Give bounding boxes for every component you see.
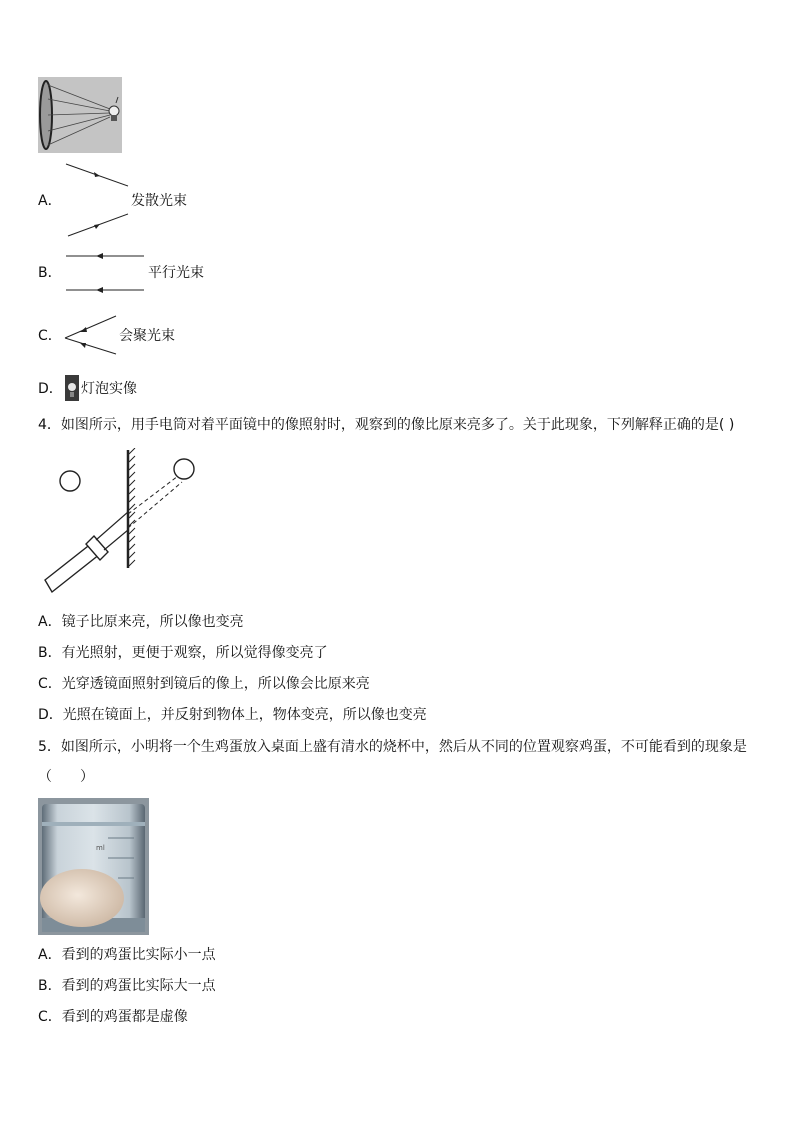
q5-stem-line2: （ ） [38,769,94,785]
lens-bulb-photo [38,77,122,153]
svg-text:ml: ml [96,844,105,852]
option-b-letter: B． [38,265,62,281]
flashlight-mirror-diagram [40,448,202,598]
q5-option-c: C．看到的鸡蛋都是虚像 [38,1009,188,1025]
option-c-label: 会聚光束 [119,328,175,344]
bulb-image-photo [65,375,79,401]
q5-option-b: B．看到的鸡蛋比实际大一点 [38,978,216,994]
q4-option-d: D．光照在镜面上，并反射到物体上，物体变亮，所以像也变亮 [38,707,427,723]
q4-option-a: A．镜子比原来亮，所以像也变亮 [38,614,244,630]
option-d-label: 灯泡实像 [81,381,137,397]
q5-option-a: A．看到的鸡蛋比实际小一点 [38,947,216,963]
option-c-letter: C． [38,328,62,344]
option-a-letter: A． [38,193,62,209]
option-d-letter: D． [38,381,63,397]
q4-option-c: C．光穿透镜面照射到镜后的像上，所以像会比原来亮 [38,676,370,692]
q5-stem-line1: 5．如图所示，小明将一个生鸡蛋放入桌面上盛有清水的烧杯中，然后从不同的位置观察鸡蛋，不可能看到的现象是 [38,739,747,755]
diverging-beam-diagram [64,162,132,240]
egg-beaker-photo [38,798,149,935]
q4-stem: 4．如图所示，用手电筒对着平面镜中的像照射时，观察到的像比原来亮多了。关于此现象，下列解释正确的是( ) [38,417,735,433]
option-b-label: 平行光束 [148,265,204,281]
converging-beam-diagram [62,314,118,358]
q4-option-b: B．有光照射，更便于观察，所以觉得像变亮了 [38,645,328,661]
option-a-label: 发散光束 [131,193,187,209]
parallel-beam-diagram [64,250,148,296]
